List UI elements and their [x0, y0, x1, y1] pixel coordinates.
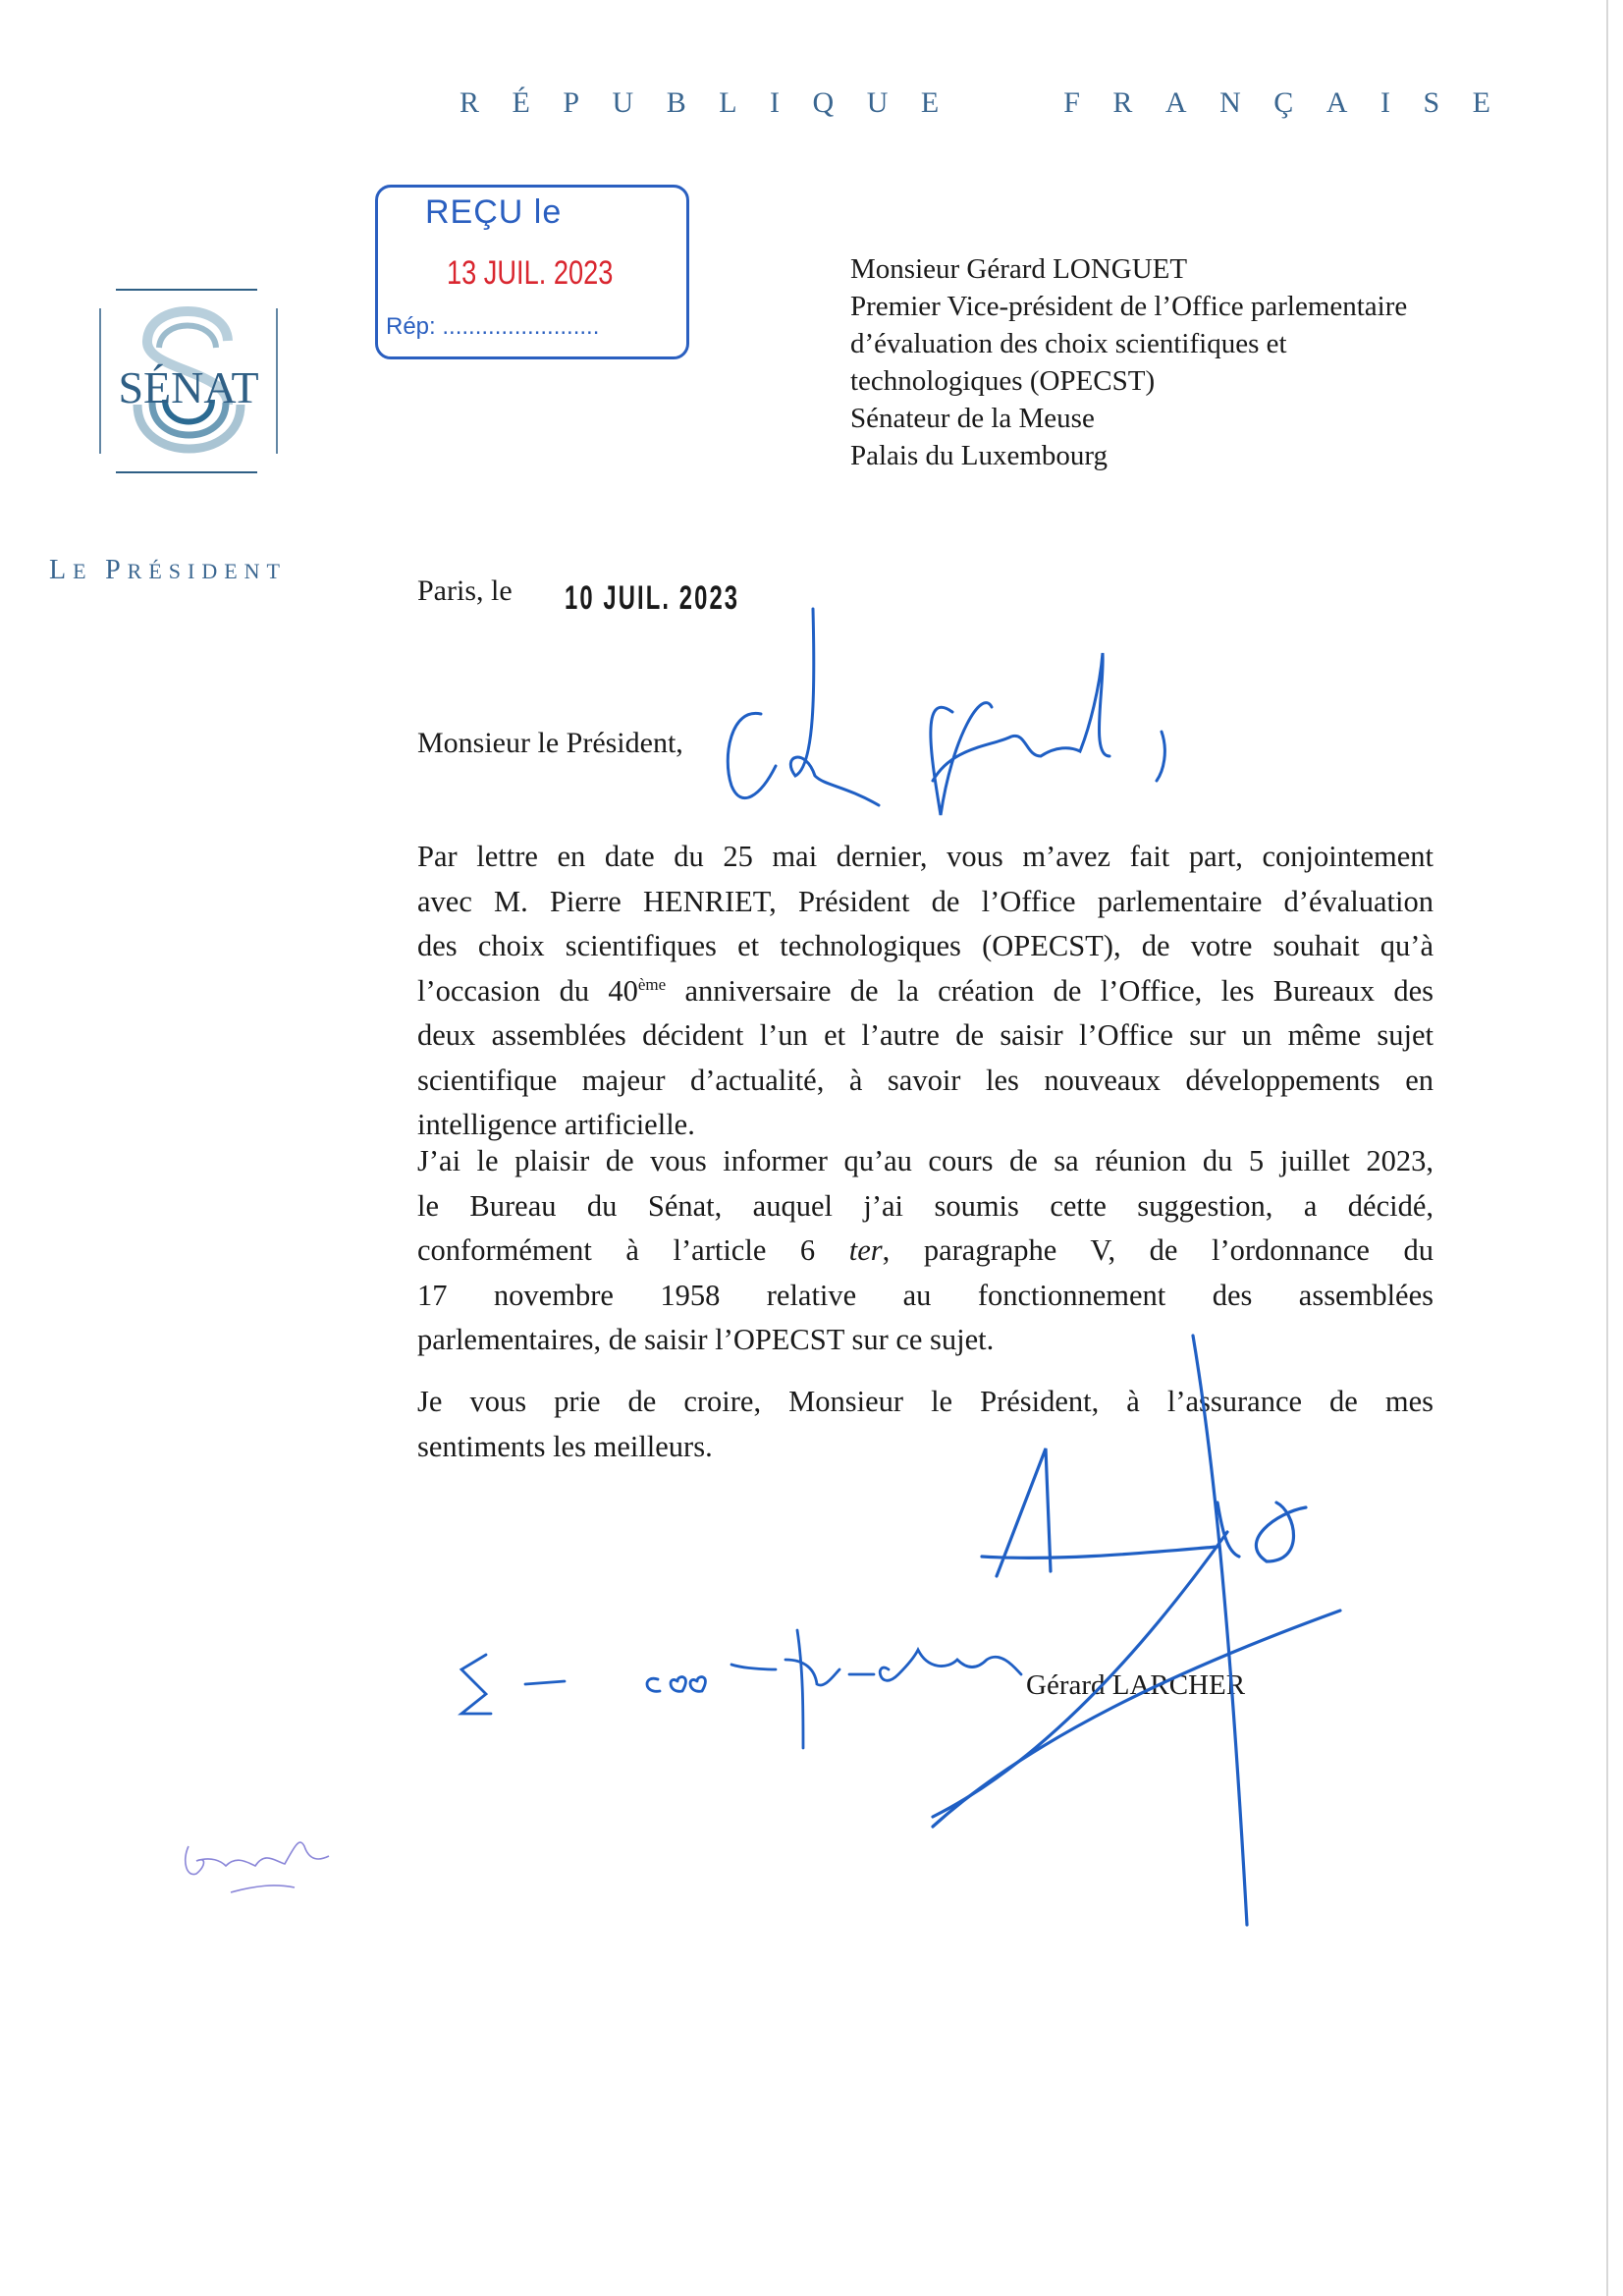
letterhead-letter: Ç: [1273, 86, 1294, 119]
letterhead-letter: I: [1380, 86, 1390, 119]
logo-text: SÉNAT: [118, 362, 259, 412]
letterhead-letter: R: [460, 86, 480, 119]
text-line: scientifique majeur d’actualité, à savoir les nouveaux développements en: [417, 1063, 1434, 1097]
text-fragment: ter: [848, 1233, 883, 1267]
letterhead-letter: N: [1219, 86, 1241, 119]
text-line: sentiments les meilleurs.: [417, 1429, 713, 1463]
handwritten-greeting: [728, 609, 1164, 815]
letterhead-letter: Q: [812, 86, 835, 119]
text-line: Je vous prie de croire, Monsieur le Président, à l’assurance de mes: [417, 1385, 1434, 1418]
text-line: deux assemblées décident l’un et l’autre de saisir l’Office sur un même sujet: [417, 1018, 1434, 1052]
handwritten-note: [461, 1630, 1021, 1748]
stamp-label: REÇU le: [425, 193, 563, 231]
sender-title: [49, 555, 287, 586]
text-line: avec M. Pierre HENRIET, Président de l’Office parlementaire d’évaluation: [417, 884, 1434, 918]
title-part: RÉSIDENT: [127, 559, 287, 583]
handwritten-initial: [186, 1842, 329, 1892]
recipient-address: [850, 250, 1407, 474]
letterhead-letter: P: [563, 86, 580, 119]
stamp-rep: Rép: ........................: [386, 313, 600, 340]
address-line: Palais du Luxembourg: [850, 440, 1109, 471]
title-part: E: [73, 559, 106, 583]
letterhead-letter: A: [1164, 86, 1187, 119]
address-line: Premier Vice-président de l’Office parlementaire: [850, 291, 1408, 322]
paragraph-2: [417, 1139, 1434, 1363]
letterhead-gap: [972, 86, 1031, 120]
text-fragment: anniversaire de la création de l’Office, les Bureaux des: [666, 973, 1434, 1008]
letterhead-republique-francaise: [460, 86, 1490, 120]
letterhead-letter: U: [866, 86, 889, 119]
text-line: 17 novembre 1958 relative au fonctionnement des assemblées: [417, 1278, 1434, 1312]
title-initial: P: [105, 555, 128, 585]
signatory-name: Gérard LARCHER: [1026, 1669, 1246, 1701]
address-line: technologiques (OPECST): [850, 365, 1156, 397]
letterhead-letter: S: [1423, 86, 1440, 119]
title-initial: L: [49, 555, 74, 585]
text-line: [417, 969, 1434, 1014]
letterhead-letter: I: [770, 86, 781, 119]
letterhead-letter: L: [719, 86, 737, 119]
paragraph-1: [417, 835, 1434, 1148]
text-fragment: ème: [637, 974, 667, 994]
text-line: parlementaires, de saisir l’OPECST sur ce sujet.: [417, 1323, 995, 1356]
senat-logo: [98, 287, 280, 475]
address-line: Sénateur de la Meuse: [850, 403, 1095, 434]
text-fragment: , paragraphe V, de l’ordonnance du: [882, 1233, 1434, 1267]
letterhead-letter: F: [1063, 86, 1080, 119]
address-line: Monsieur Gérard LONGUET: [850, 253, 1188, 285]
text-fragment: l’occasion du 40: [417, 973, 638, 1008]
text-fragment: conformément à l’article 6: [417, 1233, 849, 1267]
text-line: des choix scientifiques et technologiques (OPECST), de votre souhait qu’à: [417, 929, 1434, 962]
date-stamp: 10 JUIL. 2023: [565, 579, 740, 617]
letterhead-letter: R: [1112, 86, 1133, 119]
text-line: le Bureau du Sénat, auquel j’ai soumis cette suggestion, a décidé,: [417, 1188, 1434, 1223]
address-line: d’évaluation des choix scientifiques et: [850, 328, 1287, 359]
text-line: Par lettre en date du 25 mai dernier, vous m’avez fait part, conjointement: [417, 840, 1434, 873]
stamp-date: 13 JUIL. 2023: [447, 254, 614, 292]
paragraph-3: [417, 1380, 1434, 1469]
letterhead-letter: B: [666, 86, 686, 119]
letterhead-letter: É: [512, 86, 530, 119]
letterhead-letter: U: [612, 86, 634, 119]
text-line: intelligence artificielle.: [417, 1108, 695, 1141]
letterhead-letter: A: [1325, 86, 1348, 119]
letterhead-letter: E: [920, 86, 940, 119]
page-edge: [1606, 0, 1608, 2296]
salutation: Monsieur le Président,: [417, 727, 683, 759]
place: Paris, le: [417, 574, 513, 607]
text-line: [417, 1229, 1434, 1274]
letterhead-letter: E: [1472, 86, 1490, 119]
received-stamp: [375, 185, 689, 359]
text-line: J’ai le plaisir de vous informer qu’au cours de sa réunion du 5 juillet 2023,: [417, 1144, 1434, 1177]
